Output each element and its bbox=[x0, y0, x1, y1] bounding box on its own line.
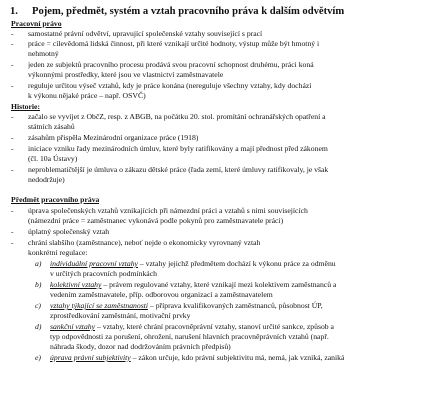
bullet-dash: - bbox=[11, 165, 14, 174]
bullet-dash: - bbox=[11, 60, 14, 69]
list-marker-c: c) bbox=[35, 301, 41, 310]
chapter-number: 1. bbox=[10, 6, 18, 17]
bullet-dash: - bbox=[11, 238, 14, 247]
term-zamestnanost: vztahy týkající se zaměstnanosti bbox=[50, 301, 148, 310]
list-item-e bbox=[50, 353, 344, 363]
bullet-dash: - bbox=[11, 144, 14, 153]
predmet-line-4: chrání slabšího (zaměstnance), neboť nejde o ekonomicky vyrovnaný vztah bbox=[28, 238, 261, 247]
pp-line-6: reguluje určitou výseč vztahů, kdy je práce konána (nereguluje všechny vztahy, kdy dochází bbox=[28, 81, 312, 90]
item-d-text: – vztahy, které chrání pracovněprávní vztahy, stanoví určité sankce, způsob a bbox=[95, 322, 334, 331]
bullet-dash: - bbox=[11, 112, 14, 121]
list-marker-e: e) bbox=[35, 353, 41, 362]
chapter-title-text: Pojem, předmět, systém a vztah pracovního práva k dalším odvětvím bbox=[32, 6, 345, 17]
list-item-d-cont: typ odpovědnosti za porušení, ohrožení, narušení hlavních pracovněprávních vztahů (např. bbox=[50, 332, 329, 341]
chapter-title bbox=[10, 6, 344, 18]
bullet-dash: - bbox=[11, 81, 14, 90]
bullet-dash: - bbox=[11, 206, 14, 215]
hist-line-4: iniciace vzniku řady mezinárodních úmluv, které byly ratifikovány a mají přednost před zákonem bbox=[28, 144, 328, 153]
pp-line-2: práce = cílevědomá lidská činnost, při které vznikají určité hodnoty, výstup může být hmotný i bbox=[28, 39, 320, 48]
bullet-dash: - bbox=[11, 227, 14, 236]
list-item-d-cont2: náhrada škody, dozor nad dodržováním právních předpisů) bbox=[50, 342, 231, 351]
item-e-text: – zákon určuje, kdo právní subjektivitu má, nemá, jak vzniká, zaniká bbox=[130, 353, 345, 362]
predmet-line-2: (námezdní práce = zaměstnanec vykonává podle pokynů pro zaměstnavatele práci) bbox=[28, 216, 284, 225]
hist-line-7: nedodržuje) bbox=[28, 175, 65, 184]
list-item-c-cont: zprostředkování zaměstnání, motivační prvky bbox=[50, 311, 191, 320]
term-sankcni: sankční vztahy bbox=[50, 322, 96, 331]
list-marker-d: d) bbox=[35, 322, 42, 331]
list-marker-a: a) bbox=[35, 259, 42, 268]
pp-line-5: výkonnými prostředky, které jsou ve vlastnictví zaměstnavatele bbox=[28, 70, 224, 79]
pp-line-3: nehmotný bbox=[28, 49, 59, 58]
section-heading-pracovni-pravo: Pracovní právo bbox=[11, 19, 62, 28]
item-b-text: – právem regulované vztahy, které vznikají mezi kolektivem zaměstnanců a bbox=[101, 280, 337, 289]
predmet-line-1: úprava společenských vztahů vznikajících při námezdní práci a vztahů s nimi souvisejících bbox=[28, 206, 308, 215]
pp-line-1: samostatné právní odvětví, upravující společenské vztahy související s prací bbox=[28, 29, 263, 38]
list-item-c bbox=[50, 301, 323, 311]
bullet-dash: - bbox=[11, 39, 14, 48]
pp-line-7: k výkonu nějaké práce – např. OSVČ) bbox=[28, 91, 146, 100]
hist-line-1: začalo se vyvíjet z ObčZ, resp. z ABGB, na počátku 20. stol. promítání ochranářských opatření a bbox=[28, 112, 326, 121]
section-heading-historie: Historie: bbox=[11, 102, 41, 111]
section-heading-predmet: Předmět pracovního práva bbox=[11, 195, 100, 204]
bullet-dash: - bbox=[11, 133, 14, 142]
hist-line-6: neproblematičtější je úmluva o zákazu dětské práce (řada zemí, které úmluvy ratifikovaly, je však bbox=[28, 165, 329, 174]
term-subjektivita: úprava právní subjektivity bbox=[50, 353, 131, 362]
list-item-b-cont: vedením zaměstnavatele, příp. odborovou organizací a zaměstnavatelem bbox=[50, 290, 273, 299]
list-item-a bbox=[50, 259, 336, 269]
predmet-line-3: úplatný společenský vztah bbox=[28, 227, 110, 236]
list-item-d bbox=[50, 322, 334, 332]
hist-line-5: (čl. 10a Ústavy) bbox=[28, 154, 78, 163]
predmet-line-5: konkrétní regulace: bbox=[28, 248, 88, 257]
list-item-b bbox=[50, 280, 336, 290]
hist-line-3: zásahům přispěla Mezinárodní organizace práce (1918) bbox=[28, 133, 199, 142]
term-kolektivni: kolektivní vztahy bbox=[50, 280, 102, 289]
pp-line-4: jeden ze subjektů pracovního procesu prodává svou pracovní schopnost druhému, práci koná bbox=[28, 60, 314, 69]
list-marker-b: b) bbox=[35, 280, 42, 289]
list-item-a-cont: v určitých pracovních podmínkách bbox=[50, 269, 157, 278]
hist-line-2: státních zásahů bbox=[28, 122, 75, 131]
bullet-dash: - bbox=[11, 29, 14, 38]
term-individualni: individuální pracovní vztahy bbox=[50, 259, 138, 268]
item-c-text: – příprava kvalifikovaných zaměstnanců, působnost ÚP, bbox=[148, 301, 323, 310]
item-a-text: – vztahy jejichž předmětem dochází k výkonu práce za odměnu bbox=[137, 259, 336, 268]
